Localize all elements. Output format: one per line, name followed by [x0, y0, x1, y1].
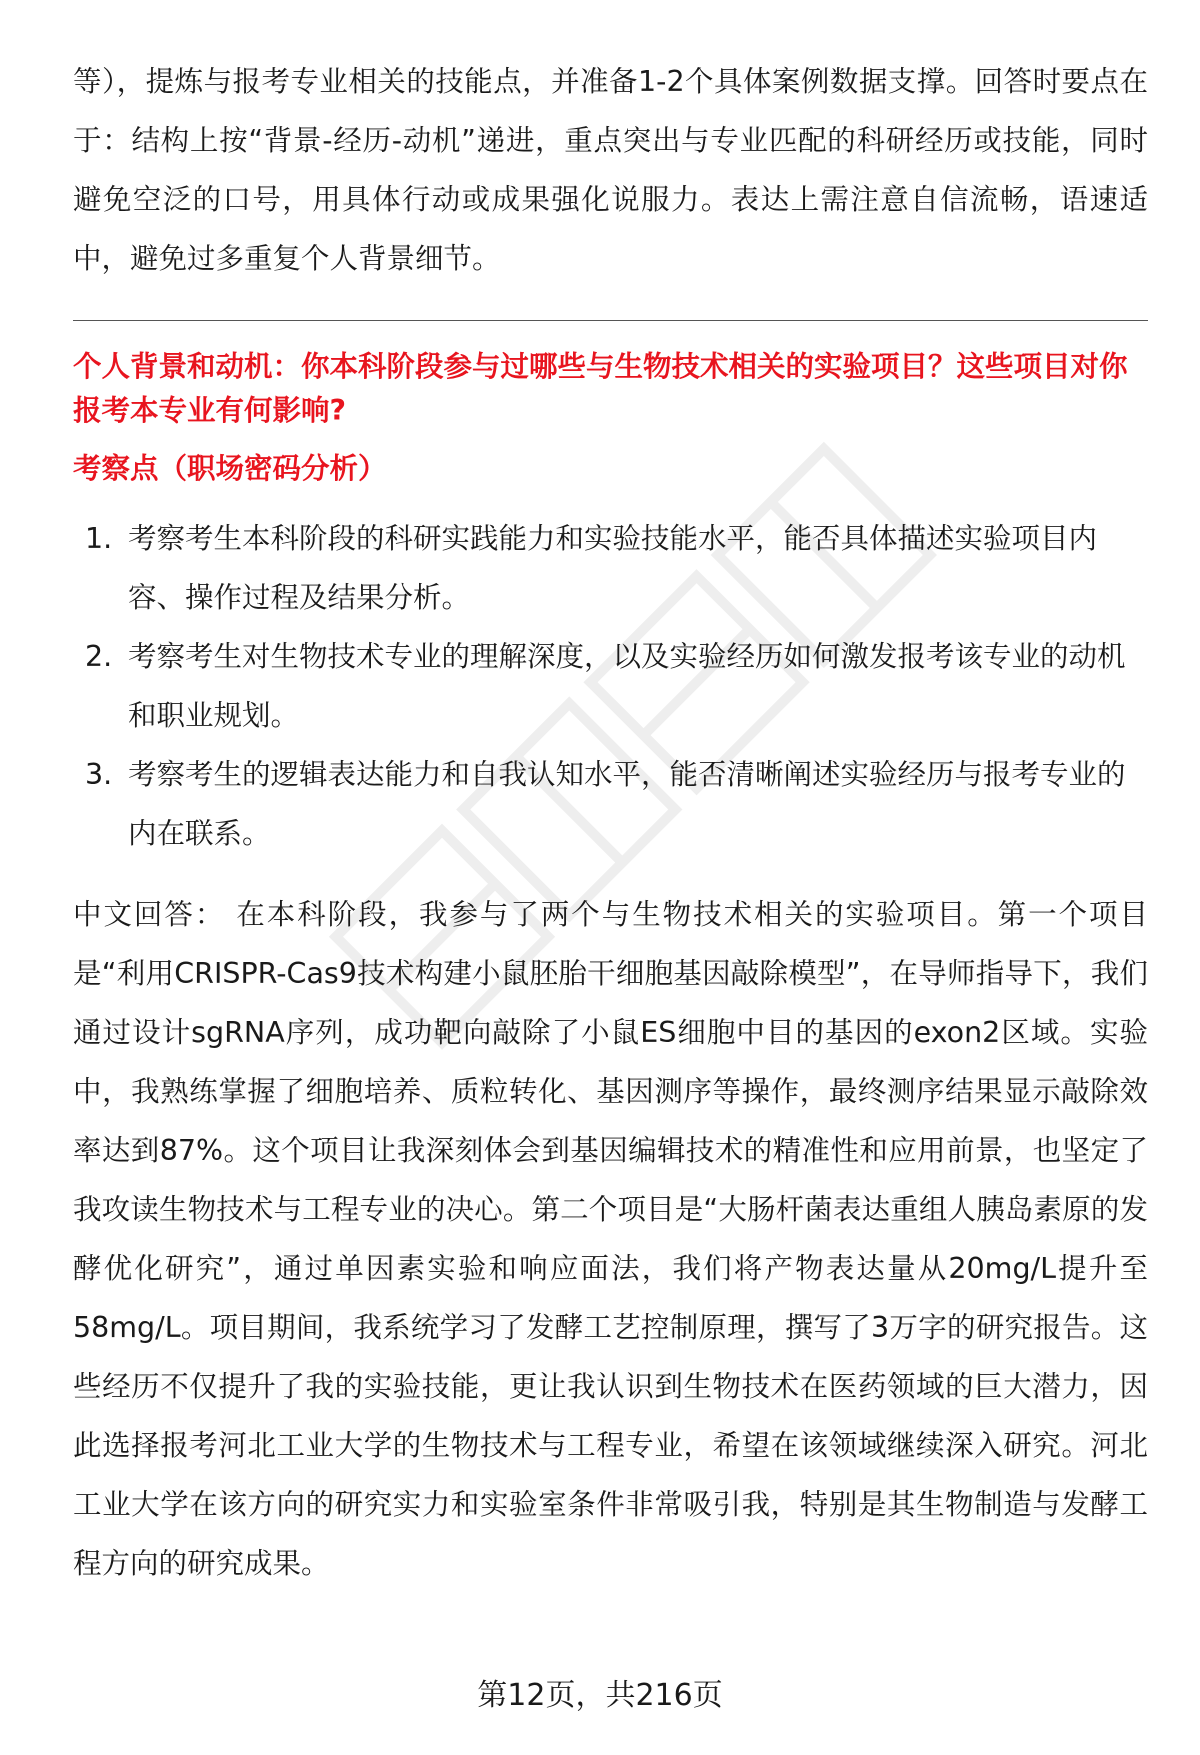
intro-paragraph: 等），提炼与报考专业相关的技能点，并准备1-2个具体案例数据支撑。回答时要点在于：结构上按“背景-经历-动机”递进，重点突出与专业匹配的科研经历或技能，同时避免空泛的口号，用具体行动或成果强化说服力。表达上需注意自信流畅，语速适中，避免过多重复个人背景细节。 — [73, 65, 1148, 275]
list-item — [73, 627, 1148, 745]
section-divider — [73, 320, 1148, 321]
list-item — [73, 745, 1148, 863]
page-number-footer: 第12页，共216页 — [477, 1678, 723, 1713]
interview-question: 个人背景和动机：你本科阶段参与过哪些与生物技术相关的实验项目？这些项目对你报考本专业有何影响? — [73, 350, 1128, 427]
list-item — [73, 509, 1148, 627]
list-item-text: 考察考生对生物技术专业的理解深度，以及实验经历如何激发报考该专业的动机和职业规划。 — [128, 640, 1126, 732]
list-item-number: 1. — [85, 522, 113, 555]
list-item-text: 考察考生本科阶段的科研实践能力和实验技能水平，能否具体描述实验项目内容、操作过程及结果分析。 — [128, 522, 1098, 614]
assessment-points-list — [73, 509, 1148, 863]
list-item-number: 3. — [85, 758, 113, 791]
answer-paragraph: 中文回答： 在本科阶段，我参与了两个与生物技术相关的实验项目。第一个项目是“利用CRISPR-Cas9技术构建小鼠胚胎干细胞基因敲除模型”，在导师指导下，我们通过设计sgRNA序列，成功靶向敲除了小鼠ES细胞中目的基因的exon2区域。实验中，我熟练掌握了细胞培养、质粒转化、基因测序等操作，最终测序结果显示敲除效率达到87%。这个项目让我深刻体会到基因编辑技术的精准性和应用前景，也坚定了我攻读生物技术与工程专业的决心。第二个项目是“大肠杆菌表达重组人胰岛素原的发酵优化研究”，通过单因素实验和响应面法，我们将产物表达量从20mg/L提升至58mg/L。项目期间，我系统学习了发酵工艺控制原理，撰写了3万字的研究报告。这些经历不仅提升了我的实验技能，更让我认识到生物技术在医药领域的巨大潜力，因此选择报考河北工业大学的生物技术与工程专业，希望在该领域继续深入研究。河北工业大学在该方向的研究实力和实验室条件非常吸引我，特别是其生物制造与发酵工程方向的研究成果。 — [73, 898, 1148, 1580]
document-page — [73, 52, 1148, 1593]
list-item-text: 考察考生的逻辑表达能力和自我认知水平，能否清晰阐述实验经历与报考专业的内在联系。 — [128, 758, 1126, 850]
list-item-number: 2. — [85, 640, 113, 673]
assessment-title: 考察点（职场密码分析） — [73, 452, 387, 485]
